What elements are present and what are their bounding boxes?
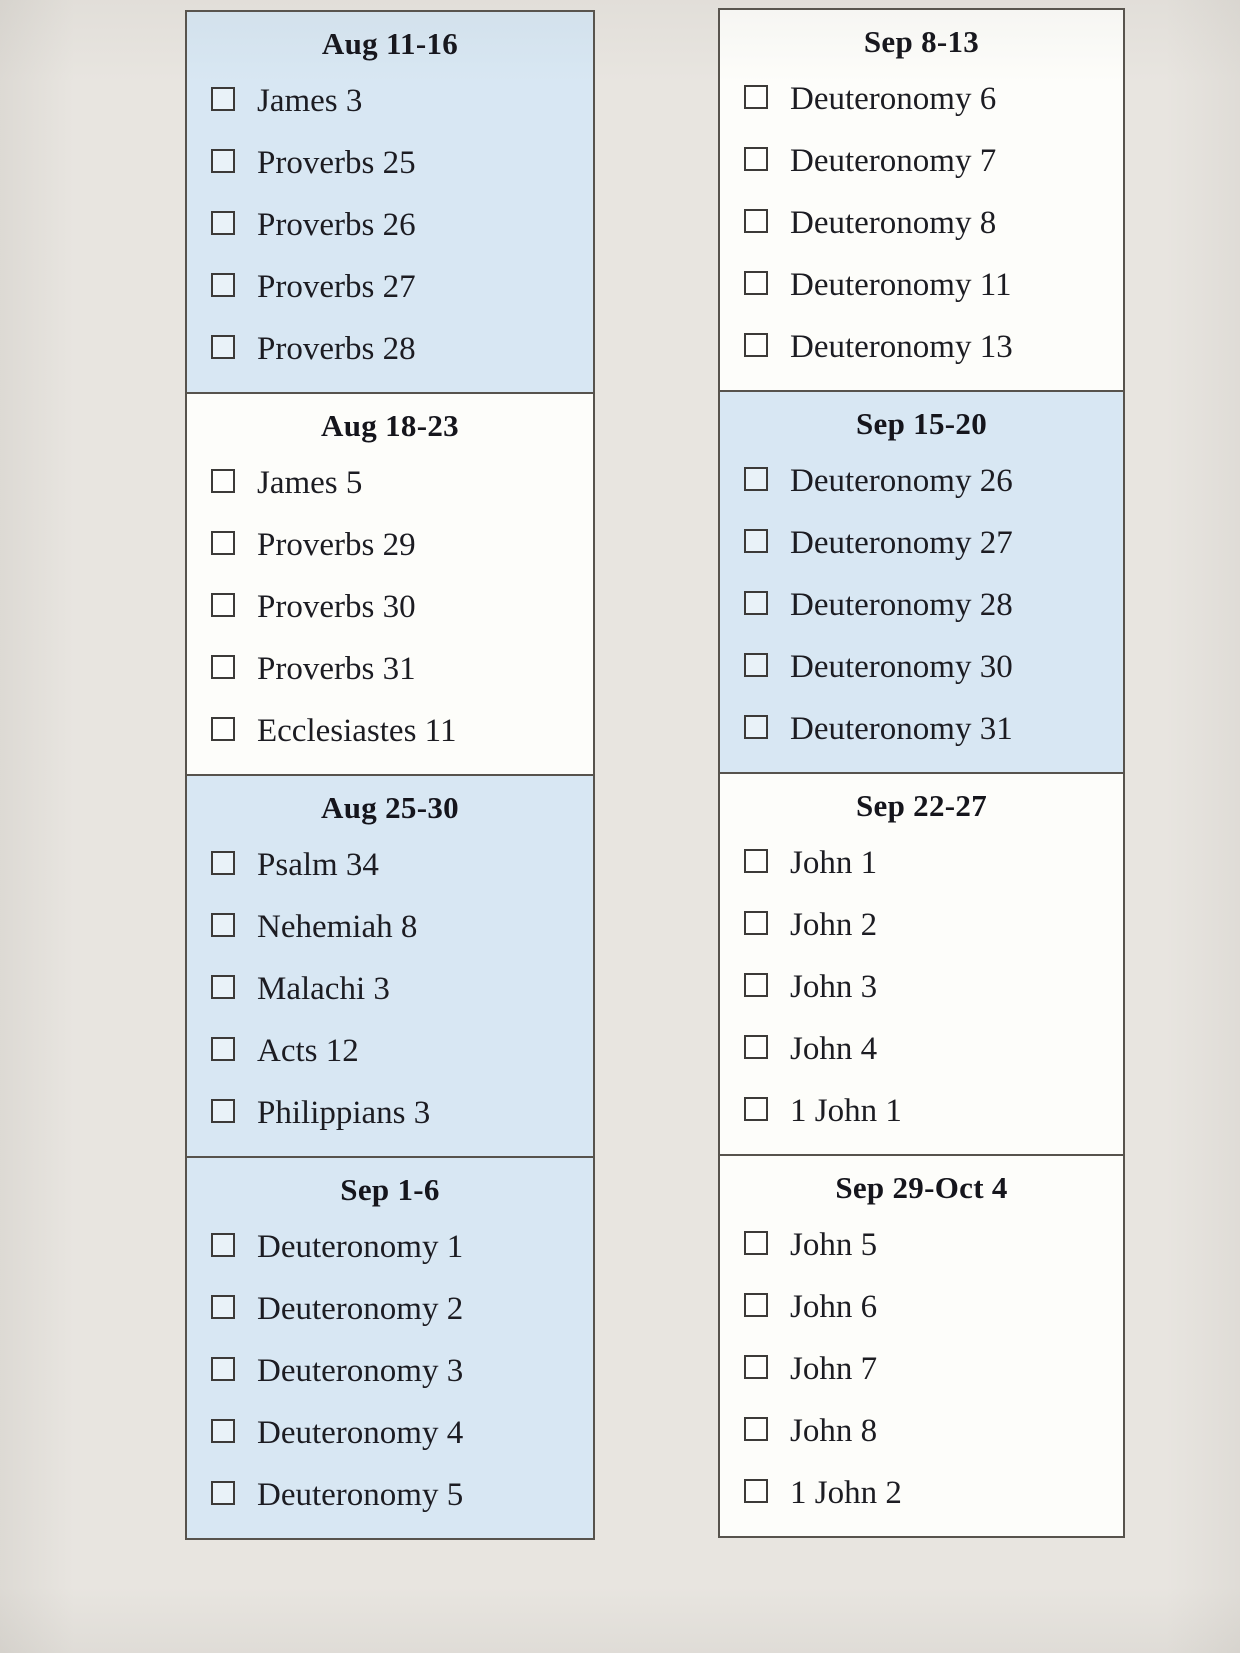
checkbox-icon [744,591,768,615]
reading-item [187,638,593,700]
checkbox-icon [744,1231,768,1255]
reading-item [720,956,1123,1018]
week-section-sep-22-27 [718,772,1125,1156]
reading-item [720,1018,1123,1080]
reading-item [187,576,593,638]
reading-item [720,636,1123,698]
reading-item [187,318,593,380]
reading-item [720,192,1123,254]
reading-item [187,194,593,256]
reading-item [187,452,593,514]
reading-item [720,316,1123,378]
checkbox-icon [211,1357,235,1381]
reading-item [720,1338,1123,1400]
week-section-sep-15-20 [718,390,1125,774]
reading-label: John 6 [790,1288,878,1325]
checkbox-icon [211,1419,235,1443]
reading-item [720,512,1123,574]
reading-label: Proverbs 29 [257,526,416,563]
checkbox-icon [211,913,235,937]
checkbox-icon [744,1097,768,1121]
reading-item [187,70,593,132]
checkbox-icon [211,1481,235,1505]
checkbox-icon [744,1035,768,1059]
reading-item [187,1402,593,1464]
reading-item [720,1214,1123,1276]
checkbox-icon [211,851,235,875]
reading-label: Acts 12 [257,1032,359,1069]
reading-label: Deuteronomy 1 [257,1228,464,1265]
checkbox-icon [744,973,768,997]
reading-item [187,700,593,762]
reading-label: Deuteronomy 11 [790,266,1012,303]
reading-label: Malachi 3 [257,970,390,1007]
reading-label: Proverbs 28 [257,330,416,367]
reading-item [720,1080,1123,1142]
checkbox-icon [211,593,235,617]
reading-item [720,574,1123,636]
reading-item [187,1464,593,1526]
reading-label: Deuteronomy 3 [257,1352,464,1389]
reading-item [187,834,593,896]
reading-item [720,1400,1123,1462]
reading-label: John 1 [790,844,878,881]
reading-item [720,698,1123,760]
reading-label: Deuteronomy 31 [790,710,1013,747]
checkbox-icon [744,85,768,109]
reading-label: 1 John 2 [790,1474,902,1511]
reading-label: Nehemiah 8 [257,908,418,945]
reading-item [187,1340,593,1402]
checkbox-icon [211,211,235,235]
week-title: Aug 25-30 [321,790,459,825]
week-section-aug-11-16 [185,10,595,394]
reading-label: Psalm 34 [257,846,379,883]
reading-label: Proverbs 27 [257,268,416,305]
week-section-aug-25-30 [185,774,595,1158]
reading-label: Deuteronomy 8 [790,204,997,241]
checkbox-icon [744,147,768,171]
week-title: Sep 22-27 [855,788,987,823]
week-title: Sep 15-20 [855,406,987,441]
reading-item [720,450,1123,512]
reading-item [720,130,1123,192]
reading-label: Deuteronomy 27 [790,524,1013,561]
reading-label: Deuteronomy 4 [257,1414,464,1451]
reading-item [187,132,593,194]
reading-item [187,514,593,576]
checkbox-icon [211,531,235,555]
reading-item [187,896,593,958]
reading-item [720,68,1123,130]
reading-label: Proverbs 30 [257,588,416,625]
reading-item [187,1082,593,1144]
checkbox-icon [211,1099,235,1123]
reading-label: Proverbs 25 [257,144,416,181]
checkbox-icon [211,273,235,297]
reading-item [187,1216,593,1278]
reading-label: Philippians 3 [257,1094,431,1131]
week-title: Aug 18-23 [321,408,459,443]
week-section-aug-18-23 [185,392,595,776]
checkbox-icon [744,333,768,357]
checkbox-icon [211,469,235,493]
reading-label: James 5 [257,464,363,501]
checkbox-icon [744,209,768,233]
week-title: Aug 11-16 [321,26,459,61]
checkbox-icon [211,1295,235,1319]
reading-label: Deuteronomy 2 [257,1290,464,1327]
checkbox-icon [744,467,768,491]
reading-label: John 5 [790,1226,878,1263]
reading-label: Ecclesiastes 11 [257,712,457,749]
checkbox-icon [744,715,768,739]
reading-label: Deuteronomy 26 [790,462,1013,499]
checkbox-icon [744,849,768,873]
week-section-sep-1-6 [185,1156,595,1540]
reading-item [720,832,1123,894]
reading-label: Deuteronomy 5 [257,1476,464,1513]
reading-label: John 8 [790,1412,878,1449]
checkbox-icon [211,717,235,741]
reading-item [187,256,593,318]
reading-item [187,1020,593,1082]
week-title: Sep 29-Oct 4 [835,1170,1008,1205]
reading-label: Proverbs 31 [257,650,416,687]
reading-label: James 3 [257,82,363,119]
checkbox-icon [211,149,235,173]
checkbox-icon [744,529,768,553]
reading-label: John 7 [790,1350,878,1387]
checkbox-icon [744,1355,768,1379]
checkbox-icon [744,911,768,935]
reading-item [720,1462,1123,1524]
reading-label: John 2 [790,906,878,943]
week-section-sep-29-oct-4 [718,1154,1125,1538]
reading-label: Deuteronomy 6 [790,80,997,117]
checkbox-icon [211,655,235,679]
checkbox-icon [744,1293,768,1317]
reading-label: Deuteronomy 13 [790,328,1013,365]
reading-item [187,958,593,1020]
right-column [718,8,1125,1538]
week-section-sep-8-13 [718,8,1125,392]
checkbox-icon [211,1233,235,1257]
reading-label: Deuteronomy 7 [790,142,997,179]
reading-item [187,1278,593,1340]
reading-item [720,894,1123,956]
week-title: Sep 1-6 [340,1172,440,1207]
checkbox-icon [211,975,235,999]
reading-label: 1 John 1 [790,1092,902,1129]
week-title: Sep 8-13 [863,24,980,59]
checkbox-icon [744,1479,768,1503]
reading-label: John 3 [790,968,878,1005]
checkbox-icon [211,335,235,359]
reading-item [720,1276,1123,1338]
left-column [185,10,595,1540]
reading-label: John 4 [790,1030,878,1067]
checkbox-icon [211,1037,235,1061]
reading-item [720,254,1123,316]
checkbox-icon [744,1417,768,1441]
checkbox-icon [211,87,235,111]
checkbox-icon [744,271,768,295]
reading-label: Deuteronomy 30 [790,648,1013,685]
reading-label: Deuteronomy 28 [790,586,1013,623]
reading-label: Proverbs 26 [257,206,416,243]
checkbox-icon [744,653,768,677]
